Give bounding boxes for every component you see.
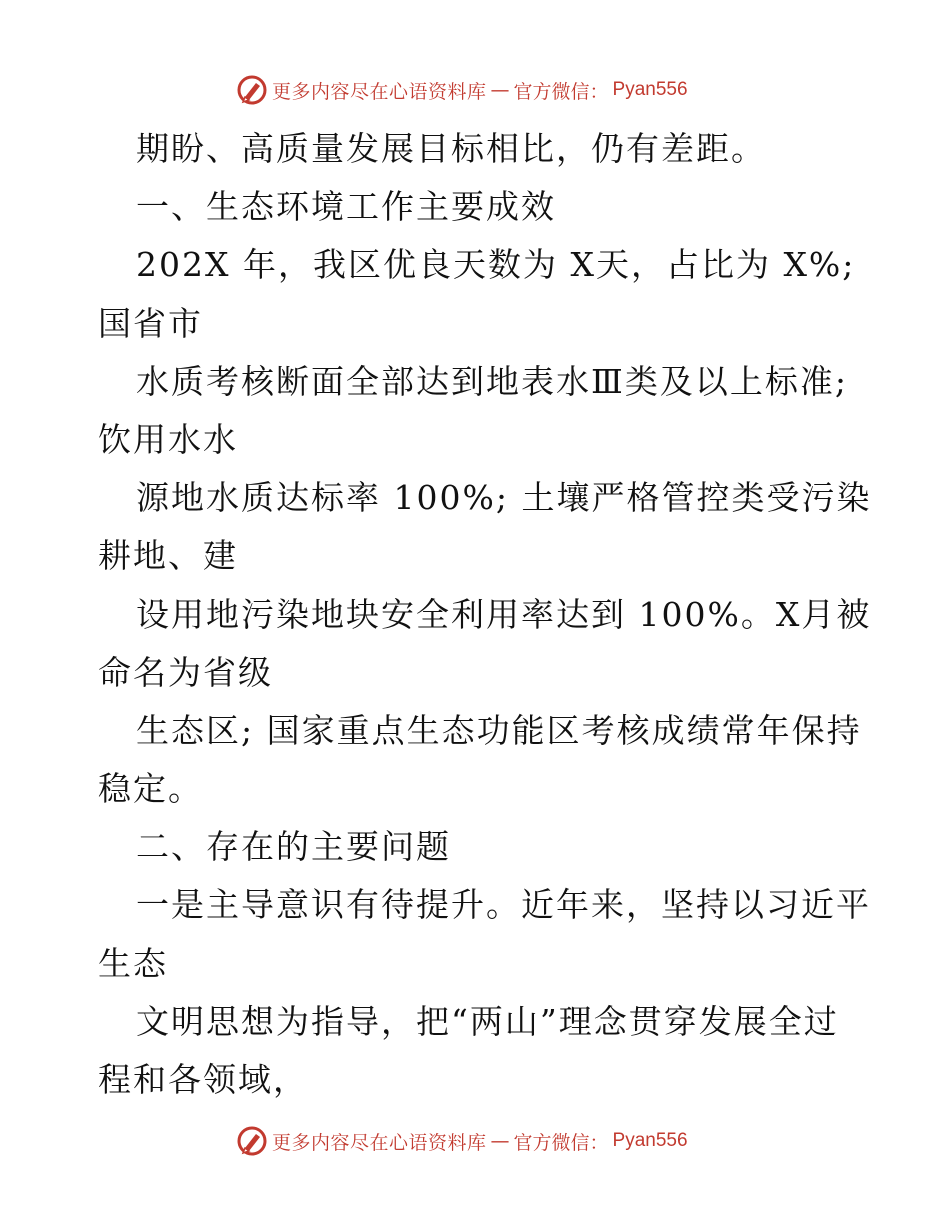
paragraph-line: 饮用水水 bbox=[98, 419, 238, 459]
paragraph-line: 生态 bbox=[98, 943, 168, 983]
paragraph-line: 一是主导意识有待提升。近年来，坚持以习近平 bbox=[136, 885, 871, 925]
document-body bbox=[98, 120, 872, 1109]
header-watermark bbox=[236, 73, 688, 107]
paragraph-line: 期盼、高质量发展目标相比，仍有差距。 bbox=[136, 129, 766, 168]
watermark-wechat-id: Pyan556 bbox=[612, 79, 688, 100]
paragraph-line: 202X 年，我区优良天数为 X天，占比为 X%; bbox=[136, 245, 856, 285]
paragraph-line: 程和各领域， bbox=[98, 1060, 308, 1099]
paragraph-line: 耕地、建 bbox=[98, 536, 238, 576]
pen-seal-icon bbox=[236, 1125, 268, 1157]
paragraph-line: 生态区; 国家重点生态功能区考核成绩常年保持 bbox=[136, 710, 862, 750]
pen-seal-icon bbox=[236, 74, 268, 106]
section-heading-achievements: 一、生态环境工作主要成效 bbox=[136, 187, 556, 227]
paragraph-line: 水质考核断面全部达到地表水Ⅲ类及以上标准; bbox=[136, 361, 848, 401]
paragraph-line: 命名为省级 bbox=[98, 652, 273, 692]
paragraph-line: 源地水质达标率 100%; 土壤严格管控类受污染 bbox=[136, 478, 872, 518]
watermark-wechat-label: 官方微信： bbox=[513, 80, 609, 103]
footer-watermark bbox=[236, 1124, 688, 1158]
watermark-site-text: 更多内容尽在心语资料库 bbox=[272, 80, 487, 103]
paragraph-line: 稳定。 bbox=[98, 769, 203, 809]
paragraph-line: 设用地污染地块安全利用率达到 100%。X月被 bbox=[136, 594, 872, 634]
watermark-separator: — bbox=[490, 1130, 510, 1152]
watermark-site-text: 更多内容尽在心语资料库 bbox=[272, 1131, 487, 1154]
watermark-wechat-label: 官方微信： bbox=[513, 1131, 609, 1154]
paragraph-line: 文明思想为指导，把“两山”理念贯穿发展全过 bbox=[136, 1001, 839, 1041]
watermark-separator: — bbox=[490, 79, 510, 101]
paragraph-line: 国省市 bbox=[98, 303, 203, 343]
section-heading-problems: 二、存在的主要问题 bbox=[136, 827, 451, 867]
watermark-wechat-id: Pyan556 bbox=[612, 1130, 688, 1151]
